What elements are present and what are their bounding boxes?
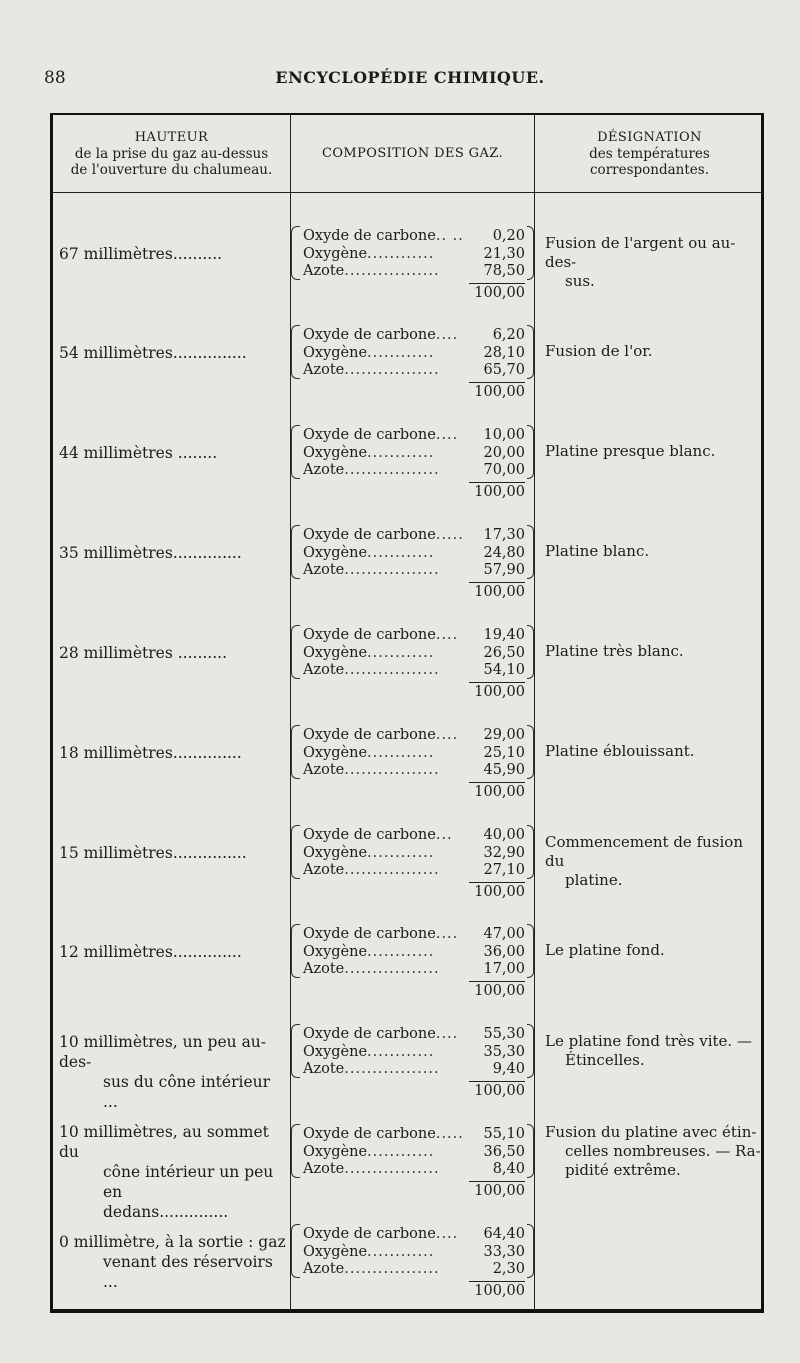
component-value: 6,20: [492, 327, 525, 343]
height-label-line: 10 millimètres, au sommet du: [59, 1123, 269, 1161]
component-value: 55,30: [483, 1026, 525, 1042]
leader-dots: .....: [435, 527, 464, 543]
component-name: Azote: [303, 1261, 345, 1277]
component-value: 64,40: [483, 1226, 525, 1242]
component-name: Oxyde de carbone: [303, 926, 436, 942]
component-name: Oxyde de carbone: [303, 1026, 436, 1042]
composition-block: [303, 527, 525, 601]
height-label: [59, 743, 289, 763]
component-value: 27,10: [483, 862, 525, 878]
table-row: [53, 1210, 761, 1310]
component-value: 28,10: [483, 344, 525, 361]
composition-block: [303, 228, 525, 302]
component-name: Azote: [303, 662, 345, 678]
height-label-line: 67 millimètres..........: [59, 245, 223, 263]
component-line: [303, 1061, 525, 1079]
leader-dots: ............: [367, 1143, 435, 1160]
component-line: [303, 1044, 525, 1062]
component-name: Oxyde de carbone: [303, 1226, 436, 1242]
component-value: 29,00: [483, 727, 525, 743]
designation-line: Commencement de fusion du: [545, 833, 743, 870]
brace-left: [291, 1024, 300, 1078]
component-line: [303, 1226, 525, 1244]
brace-left: [291, 226, 300, 280]
composition-total: 100,00: [469, 782, 525, 802]
composition-total: 100,00: [469, 1181, 525, 1201]
page-header: [40, 68, 780, 94]
brace-left: [291, 425, 300, 479]
header-rule: [53, 192, 761, 193]
component-value: 33,30: [483, 1243, 525, 1260]
table-row: [53, 1010, 761, 1110]
component-line: [303, 926, 525, 944]
data-table: [50, 113, 764, 1313]
composition-block: [303, 427, 525, 501]
height-label: [59, 843, 289, 863]
height-label-line: 10 millimètres, un peu au-des-: [59, 1033, 267, 1071]
component-name: Oxyde de carbone: [303, 427, 436, 443]
component-line: [303, 961, 525, 979]
designation: [545, 833, 761, 890]
table-row: [53, 611, 761, 711]
composition-block: [303, 627, 525, 701]
height-label-line: 15 millimètres...............: [59, 844, 247, 862]
table-row: [53, 411, 761, 511]
component-value: 21,30: [483, 245, 525, 262]
leader-dots: .................: [344, 562, 440, 578]
height-label: [59, 643, 289, 663]
component-name: Azote: [303, 1161, 345, 1177]
table-row: [53, 212, 761, 312]
designation: [545, 642, 761, 661]
height-label: [59, 244, 289, 264]
brace-right: [527, 525, 534, 579]
component-line: [303, 645, 525, 663]
leader-dots: ....: [435, 727, 459, 743]
component-line: [303, 1026, 525, 1044]
component-name: Oxyde de carbone: [303, 727, 436, 743]
component-line: [303, 845, 525, 863]
component-value: 78,50: [483, 263, 525, 279]
designation-line: Platine blanc.: [545, 542, 650, 560]
component-line: [303, 762, 525, 780]
designation-line: Fusion du platine avec étin-: [545, 1123, 757, 1141]
component-line: [303, 345, 525, 363]
composition-total: 100,00: [469, 482, 525, 502]
component-line: [303, 1144, 525, 1162]
brace-left: [291, 1124, 300, 1178]
component-name: Oxyde de carbone: [303, 827, 436, 843]
composition-total: 100,00: [469, 382, 525, 402]
composition-block: [303, 727, 525, 801]
component-line: [303, 1244, 525, 1262]
brace-right: [527, 825, 534, 879]
component-value: 20,00: [483, 444, 525, 461]
leader-dots: .................: [344, 961, 440, 977]
leader-dots: ............: [367, 344, 435, 361]
leader-dots: ............: [367, 1243, 435, 1260]
composition-block: [303, 327, 525, 401]
brace-right: [527, 725, 534, 779]
leader-dots: ....: [435, 627, 459, 643]
component-value: 19,40: [483, 627, 525, 643]
component-value: 17,30: [483, 527, 525, 543]
designation: [545, 1123, 761, 1180]
brace-right: [527, 1124, 534, 1178]
designation-line: celles nombreuses. — Ra-: [565, 1142, 761, 1160]
height-label-line: venant des réservoirs ...: [103, 1253, 273, 1291]
component-line: [303, 263, 525, 281]
component-line: [303, 827, 525, 845]
brace-left: [291, 1224, 300, 1278]
leader-dots: .................: [344, 362, 440, 378]
component-name: Azote: [303, 862, 345, 878]
brace-left: [291, 625, 300, 679]
leader-dots: ............: [367, 1043, 435, 1060]
composition-total: 100,00: [469, 283, 525, 303]
leader-dots: .. ..: [435, 228, 464, 244]
composition-total: 100,00: [469, 1281, 525, 1301]
component-line: [303, 445, 525, 463]
leader-dots: ............: [367, 245, 435, 262]
brace-right: [527, 625, 534, 679]
component-name: Azote: [303, 1061, 345, 1077]
header-height-title: HAUTEUR: [134, 129, 209, 145]
designation-line: Platine très blanc.: [545, 642, 684, 660]
designation-line: Étincelles.: [565, 1051, 645, 1069]
component-name: Oxyde de carbone: [303, 627, 436, 643]
component-name: Oxygène: [303, 344, 368, 361]
height-label: [59, 942, 289, 962]
designation-line: Le platine fond.: [545, 941, 665, 959]
height-label-line: sus du cône intérieur ...: [103, 1073, 271, 1111]
height-label-line: 0 millimètre, à la sortie : gaz: [59, 1233, 286, 1251]
height-label: [59, 343, 289, 363]
height-label-line: 18 millimètres..............: [59, 744, 242, 762]
height-label: [59, 543, 289, 563]
component-line: [303, 1126, 525, 1144]
designation: [545, 1032, 761, 1070]
header-designation: [535, 115, 764, 192]
component-value: 36,00: [483, 943, 525, 960]
leader-dots: ....: [435, 926, 459, 942]
designation-line: Fusion de l'argent ou au-des-: [545, 234, 736, 271]
header-designation-title: DÉSIGNATION: [597, 129, 702, 145]
header-height: [53, 115, 290, 192]
component-value: 32,90: [483, 844, 525, 861]
designation-line: Le platine fond très vite. —: [545, 1032, 752, 1050]
brace-right: [527, 1024, 534, 1078]
brace-left: [291, 924, 300, 978]
component-line: [303, 1261, 525, 1279]
height-label: [59, 1122, 289, 1222]
header-composition: [291, 115, 534, 192]
composition-block: [303, 1226, 525, 1300]
brace-right: [527, 226, 534, 280]
header-composition-title: COMPOSITION DES GAZ.: [322, 145, 503, 161]
component-name: Oxygène: [303, 444, 368, 461]
brace-right: [527, 924, 534, 978]
component-name: Oxyde de carbone: [303, 1126, 436, 1142]
component-name: Oxygène: [303, 744, 368, 761]
brace-left: [291, 325, 300, 379]
component-line: [303, 745, 525, 763]
composition-block: [303, 1126, 525, 1200]
component-name: Oxygène: [303, 943, 368, 960]
designation-line: Platine presque blanc.: [545, 442, 716, 460]
composition-total: 100,00: [469, 582, 525, 602]
component-value: 47,00: [483, 926, 525, 942]
component-line: [303, 228, 525, 246]
designation: [545, 342, 761, 361]
leader-dots: ............: [367, 444, 435, 461]
component-line: [303, 944, 525, 962]
designation-line: Platine éblouissant.: [545, 742, 695, 760]
height-label-line: 35 millimètres..............: [59, 544, 242, 562]
height-label-line: 44 millimètres ........: [59, 444, 218, 462]
table-row: [53, 910, 761, 1010]
leader-dots: ....: [435, 427, 459, 443]
designation-line: Fusion de l'or.: [545, 342, 653, 360]
designation-line: sus.: [565, 272, 595, 290]
height-label: [59, 1232, 289, 1292]
component-name: Oxygène: [303, 544, 368, 561]
component-line: [303, 545, 525, 563]
leader-dots: .................: [344, 263, 440, 279]
component-line: [303, 1161, 525, 1179]
brace-left: [291, 825, 300, 879]
component-name: Azote: [303, 961, 345, 977]
composition-total: 100,00: [469, 682, 525, 702]
brace-left: [291, 525, 300, 579]
component-line: [303, 327, 525, 345]
designation: [545, 542, 761, 561]
height-label: [59, 1032, 289, 1112]
height-label-line: 28 millimètres ..........: [59, 644, 228, 662]
component-value: 65,70: [483, 362, 525, 378]
component-name: Oxygène: [303, 245, 368, 262]
leader-dots: .................: [344, 662, 440, 678]
composition-block: [303, 827, 525, 901]
component-value: 8,40: [492, 1161, 525, 1177]
designation-line: pidité extrême.: [565, 1161, 681, 1179]
header-designation-line2: des températures correspondantes.: [589, 145, 710, 178]
component-value: 17,00: [483, 961, 525, 977]
brace-right: [527, 325, 534, 379]
leader-dots: ............: [367, 544, 435, 561]
leader-dots: ...: [435, 827, 453, 843]
component-name: Oxygène: [303, 1143, 368, 1160]
component-value: 24,80: [483, 544, 525, 561]
component-line: [303, 527, 525, 545]
leader-dots: .....: [435, 1126, 464, 1142]
leader-dots: .................: [344, 462, 440, 478]
designation: [545, 234, 761, 291]
designation: [545, 742, 761, 761]
component-value: 35,30: [483, 1043, 525, 1060]
composition-block: [303, 1026, 525, 1100]
leader-dots: .................: [344, 1161, 440, 1177]
leader-dots: ............: [367, 943, 435, 960]
brace-left: [291, 725, 300, 779]
brace-right: [527, 425, 534, 479]
brace-right: [527, 1224, 534, 1278]
component-name: Oxygène: [303, 1043, 368, 1060]
designation: [545, 442, 761, 461]
component-value: 40,00: [483, 827, 525, 843]
height-label: [59, 443, 289, 463]
component-name: Azote: [303, 462, 345, 478]
leader-dots: ............: [367, 844, 435, 861]
leader-dots: .................: [344, 1261, 440, 1277]
component-value: 25,10: [483, 744, 525, 761]
component-name: Azote: [303, 762, 345, 778]
leader-dots: .................: [344, 762, 440, 778]
table-row: [53, 711, 761, 811]
leader-dots: ............: [367, 644, 435, 661]
component-value: 57,90: [483, 562, 525, 578]
component-name: Oxyde de carbone: [303, 228, 436, 244]
leader-dots: ............: [367, 744, 435, 761]
table-row: [53, 511, 761, 611]
height-label-line: 54 millimètres...............: [59, 344, 247, 362]
leader-dots: ....: [435, 1026, 459, 1042]
component-name: Oxygène: [303, 844, 368, 861]
header-height-line3: de l'ouverture du chalumeau.: [70, 161, 273, 178]
table-row: [53, 811, 761, 911]
leader-dots: .................: [344, 862, 440, 878]
height-label-line: dedans..............: [103, 1203, 229, 1221]
designation: [545, 941, 761, 960]
composition-block: [303, 926, 525, 1000]
leader-dots: ....: [435, 327, 459, 343]
component-value: 2,30: [492, 1261, 525, 1277]
component-name: Oxygène: [303, 1243, 368, 1260]
composition-total: 100,00: [469, 1081, 525, 1101]
header-height-line2: de la prise du gaz au-dessus: [74, 145, 269, 162]
component-line: [303, 627, 525, 645]
component-value: 45,90: [483, 762, 525, 778]
component-line: [303, 662, 525, 680]
component-line: [303, 727, 525, 745]
component-line: [303, 562, 525, 580]
component-line: [303, 427, 525, 445]
component-name: Azote: [303, 362, 345, 378]
component-value: 54,10: [483, 662, 525, 678]
component-value: 10,00: [483, 427, 525, 443]
component-value: 0,20: [492, 228, 525, 244]
composition-total: 100,00: [469, 882, 525, 902]
page-number: 88: [44, 68, 66, 88]
component-value: 26,50: [483, 644, 525, 661]
component-value: 70,00: [483, 462, 525, 478]
table-row: [53, 311, 761, 411]
height-label-line: cône intérieur un peu en: [103, 1163, 274, 1201]
designation-line: platine.: [565, 871, 623, 889]
component-name: Azote: [303, 562, 345, 578]
component-name: Oxygène: [303, 644, 368, 661]
table-row: [53, 1110, 761, 1221]
component-line: [303, 362, 525, 380]
component-value: 9,40: [492, 1061, 525, 1077]
component-name: Azote: [303, 263, 345, 279]
running-title: ENCYCLOPÉDIE CHIMIQUE.: [275, 68, 545, 87]
leader-dots: ....: [435, 1226, 459, 1242]
component-name: Oxyde de carbone: [303, 527, 436, 543]
height-label-line: 12 millimètres..............: [59, 943, 242, 961]
component-line: [303, 462, 525, 480]
composition-total: 100,00: [469, 981, 525, 1001]
component-value: 36,50: [483, 1143, 525, 1160]
component-line: [303, 862, 525, 880]
component-name: Oxyde de carbone: [303, 327, 436, 343]
component-line: [303, 246, 525, 264]
component-value: 55,10: [483, 1126, 525, 1142]
leader-dots: .................: [344, 1061, 440, 1077]
